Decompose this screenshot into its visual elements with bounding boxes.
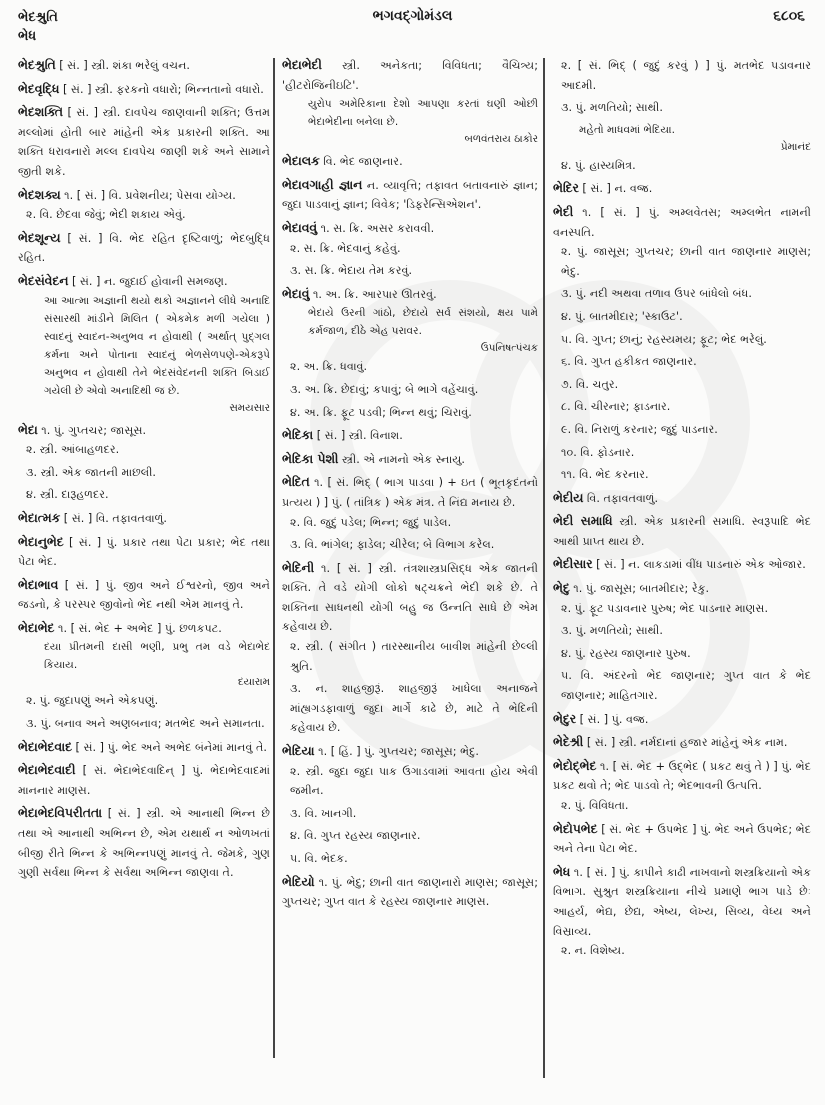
dictionary-entry xyxy=(553,820,811,859)
definition: સ્ત્રી. એક પ્રકારની સમાધિ. સ્વરૂપાદિ ભેદ આથી પ્રાપ્ત થાય છે. xyxy=(553,515,812,548)
subsense: ૪. સ્ત્રી. દારૂહળદર. xyxy=(26,488,109,502)
subsense: ૨. વિ. જુદું પડેલ; ભિન્ન; જુદું પાડેલ. xyxy=(290,515,452,529)
headword: ભેદાનુભેદ xyxy=(18,534,64,549)
definition: [ સં. ભેદ + ઉપભેદ ] પું. ભેદ અને ઉપભેદ; ભેદ અને તેના પેટા ભેદ. xyxy=(553,822,812,856)
subsense: ૨. સ્ત્રી. જુદા જુદા પાક ઉગાડવામાં આવતા હોય એવી જમીન. xyxy=(290,764,538,798)
subsense: ૨. પું. ફૂટ પડાવનાર પુરુષ; ભેદ પાડનાર માણસ. xyxy=(561,601,769,615)
entry-main xyxy=(553,512,811,551)
definition: [ સં. ભેદાભેદવાદિન્ ] પું. ભેદાભેદવાદમાં માનનાર માણસ. xyxy=(18,764,270,797)
dictionary-entry xyxy=(282,742,538,869)
headword: ભેદી xyxy=(553,204,574,219)
page-number: ૬૮૦૬ xyxy=(773,8,805,24)
column-divider xyxy=(543,58,545,1078)
entry-main xyxy=(553,733,811,753)
definition: ૧. [ સં. ] પું. કાપીને કાઢી નાખવાનો શસ્ત્રક્રિયાનો એક વિભાગ. સુશ્રુત શસ્ત્રક્રિયાના નીચે પ્રમાણે ભાગ પાડે છેઃ આહર્ય, ભેદ્ય, છેદ્ય, એષ્ય, લેખ્ય, સિવ્ય, વેધ્ય અને વિસ્રાવ્ય. xyxy=(553,865,811,938)
headword: ભેદુ xyxy=(553,581,570,596)
entry-main xyxy=(18,103,270,181)
dictionary-entry xyxy=(18,619,270,734)
subsense: ૪. પું. હાસ્યમિત્ર. xyxy=(561,158,636,172)
headword: ભેદાભેદવિપરીતતા xyxy=(18,806,103,821)
dictionary-entry xyxy=(282,56,538,148)
definition: ૧. પું. ભેદુ; છાની વાત જાણનારો માણસ; જાસૂસ; ગુપ્તચર; ગુપ્ત વાત કે રહસ્ય જાણનાર માણસ. xyxy=(282,875,538,909)
column-1 xyxy=(18,56,270,887)
dictionary-entry xyxy=(282,285,538,422)
dictionary-entry xyxy=(18,56,270,76)
subsense: ૨. અ. ક્રિ. ધવાવું. xyxy=(290,360,368,374)
headword: ભેદાલક xyxy=(282,154,320,169)
entry-main xyxy=(18,186,270,206)
citation-source: સમયસાર xyxy=(229,401,270,414)
definition: [ સં. ] પું. પ્રકાર તથા પેટા પ્રકાર; ભેદ તથા પેટા ભેદ. xyxy=(18,535,270,569)
headword: ભેદા xyxy=(18,422,38,437)
citation-source: બળવંતરાય ઠાકોર xyxy=(464,133,538,146)
citation-quote: યુરોપ અમેરિકાના દેશો આપણા કરતાં ઘણી ઓછી ભેદાભેદીના બનેલા છે. xyxy=(308,98,538,129)
dictionary-entry xyxy=(18,186,270,225)
headword: ભેદિકા પેશી xyxy=(282,451,339,466)
definition: [ સં. ] પું. વજ્ર. xyxy=(579,712,649,726)
entry-main xyxy=(282,559,538,637)
definition: [ સં. ] ન. જુદાઈ હોવાની સમજણ. xyxy=(71,274,228,288)
definition: [ સં. ] પું. જીવ અને ઈશ્વરનો, જીવ અને જડનો, કે પરસ્પર જીવોનો ભેદ નથી એમ માનવું તે. xyxy=(18,578,270,612)
headword: ભેદોદ્ભેદ xyxy=(553,758,597,773)
definition: [ સં. ] સ્ત્રી. શંકા ભરેલું વચન. xyxy=(59,59,190,72)
headword: ભેદિયા xyxy=(282,744,315,759)
headword: ભેદાભેદ xyxy=(18,620,55,635)
entry-main xyxy=(18,619,270,639)
subsense: ૩. પું. નદી અથવા તળાવ ઉપર બાંધેલો બંધ. xyxy=(561,287,752,301)
headword: ભેદિકા xyxy=(282,428,314,443)
headword: ભેદાત્મક xyxy=(18,510,61,525)
entry-main xyxy=(282,450,538,470)
headword: ભેદી સમાધિ xyxy=(553,514,613,529)
subsense: ૭. વિ. ચતુર. xyxy=(561,377,619,391)
headword: ભેદેશ્રી xyxy=(553,735,584,750)
dictionary-entry xyxy=(282,176,538,215)
citation-quote: દયા પ્રીતમની દાસી ભણી, પ્રભુ તમ વડે ભેદાભેદ કિયાય. xyxy=(44,641,270,672)
dictionary-entry xyxy=(282,559,538,738)
dictionary-entry xyxy=(18,229,270,268)
subsense: ૩. અ. ક્રિ. છેદાવું; કપાવું; બે ભાગે વહેંચાવું. xyxy=(290,382,479,396)
definition: વિ. તફાવતવાળું. xyxy=(586,491,659,505)
subsense: ૨. ન. વિશેષ્ય. xyxy=(561,944,625,958)
entry-main xyxy=(553,757,811,796)
headword: ભેદાવું xyxy=(282,286,310,301)
subsense: ૧૧. વિ. ભેદ કરનાર. xyxy=(561,468,649,482)
definition: ૧. [ સં. ] પું. અમ્લવેતસ; અમ્લભેત નામની વનસ્પતિ. xyxy=(553,205,811,239)
guide-word-first: ભેદશ્રુતિ xyxy=(18,10,58,25)
dictionary-title: ભગવદ્ગોમંડલ xyxy=(372,8,453,24)
entry-main xyxy=(553,203,811,242)
entry-main xyxy=(282,473,538,512)
dictionary-entry xyxy=(18,509,270,529)
subsense: ૩. પું. મળતિયો; સાથી. xyxy=(561,624,663,638)
column-3 xyxy=(553,56,811,965)
subsense: ૩. ન. શાહજીરૂં. શાહજીરૂં ખાધેલા અનાજને માંહ્યગડફાવાળું જુદા માર્ગે કાઢે છે, માટે તે ભેદિની કહેવાય છે. xyxy=(290,682,538,735)
headword: ભેધ xyxy=(553,864,571,879)
headword: ભેદિત xyxy=(282,475,310,490)
entry-main xyxy=(18,761,270,800)
headword: ભેદસંવેદન xyxy=(18,273,69,288)
entry-main xyxy=(18,80,270,100)
definition: [ સં. ] ન. લાકડામાં વીંધ પાડનારું એક ઓજાર. xyxy=(596,558,806,572)
entry-main xyxy=(18,56,270,76)
entry-main xyxy=(553,863,811,941)
subsense: ૩. સ્ત્રી. એક જાતની માછલી. xyxy=(26,465,156,479)
dictionary-entry xyxy=(18,103,270,181)
dictionary-entry xyxy=(553,555,811,575)
entry-main xyxy=(18,804,270,882)
dictionary-entry xyxy=(282,873,538,912)
dictionary-entry xyxy=(18,421,270,505)
headword: ભેદશૂન્ય xyxy=(18,230,61,245)
entry-main xyxy=(18,533,270,572)
citation-source: દયારામ xyxy=(237,676,270,689)
entry-main xyxy=(553,710,811,730)
dictionary-entry xyxy=(18,533,270,572)
subsense: ૨. પું. જુદાપણું અને એકપણું. xyxy=(26,694,159,708)
definition: ૧. [ સં. ભિદ્ ( ભાગ પાડવા ) + ઇત ( ભૂતકૃદંતનો પ્રત્યય ) ] પું. ( તાંત્રિક ) એક મંત્ર. તે નિંદ્ય મનાય છે. xyxy=(282,476,539,509)
subsense: ૩. વિ. ભાંગેલ; ફાડેલ; ચીરેલ; બે વિભાગ કરેલ. xyxy=(290,538,495,552)
subsense: ૨. સ્ત્રી. આંબાહળદર. xyxy=(26,443,120,457)
definition: સ્ત્રી. અનેકતા; વિવિધતા; વૈચિત્ર્ય; 'હીટરોજિનીઇટિ'. xyxy=(282,59,538,92)
subsense: ૩. પું. બનાવ અને અણબનાવ; મતભેદ અને સમાનતા. xyxy=(26,717,265,731)
definition: ૧. પું. ગુપ્તચર; જાસૂસ. xyxy=(41,423,147,437)
subsense: ૧૦. વિ. ફોડનાર. xyxy=(561,445,635,459)
headword: ભેદીસાર xyxy=(553,557,593,572)
subsense: ૫. વિ. અંદરનો ભેદ જાણનાર; ગુપ્ત વાત કે ભેદ જાણનાર; માહિતગાર. xyxy=(561,669,811,703)
entry-main xyxy=(18,272,270,292)
headword: ભેદશક્તિ xyxy=(18,105,63,120)
definition: ૧. [ સં. ભેદ + અભેદ ] પું. છળકપટ. xyxy=(58,621,222,635)
headword: ભેદીય xyxy=(553,490,584,505)
dictionary-entry xyxy=(282,219,538,281)
definition: સ્ત્રી. એ નામનો એક સ્નાયુ. xyxy=(342,452,465,466)
entry-main xyxy=(18,421,270,441)
entry-main xyxy=(18,738,270,758)
dictionary-entry xyxy=(282,473,538,554)
headword: ભેદુર xyxy=(553,711,577,726)
entry-main xyxy=(282,152,538,172)
entry-main xyxy=(18,229,270,268)
dictionary-entry xyxy=(553,757,811,816)
citation-quote: મહેતો માધવમાં ભેદિયા. xyxy=(579,123,675,136)
citation-quote: આ આત્મા અજ્ઞાની થયો થકો અજ્ઞાનને લીધે અનાદિ સંસારથી માંડીને મિલિત ( એકમેક મળી ગયેલા ) સ્વાદનું સ્વાદન-અનુભવ ન હોવાથી ( અર્થાત્ પુદ્ગલ કર્મના અને પોતાના સ્વાદનું ભેળસેળપણે-એકરૂપે અનુભવ ન હોવાથી તેને ભેદસંવેદનની શક્તિ બિડાઈ ગયેલી છે એવો અનાદિથી જ છે. xyxy=(44,294,270,397)
headword: ભેદશ્રુતિ xyxy=(18,58,56,72)
citation-quote: ભેદાયે ઉરની ગાંઠો, છેદાયે સર્વ સંશયો, ક્ષય પામે કર્મજાળ, દીઠે એહ પરાવર. xyxy=(308,307,538,338)
definition: [ સં. ] સ્ત્રી. દાવપેચ જાણવાની શક્તિ; ઉત્તમ મલ્લોમાં હોતી બાર માંહેની એક પ્રકારની શક્તિ. આ શક્તિ ધરાવનારો મલ્લ દાવપેચ જાણી શકે અને સામાને જીતી શકે. xyxy=(18,106,270,178)
entry-main xyxy=(282,176,538,215)
dictionary-entry xyxy=(553,579,811,706)
subsense: ૨. [ સં. ભિદ્ ( જુદું કરવું ) ] પું. મતભેદ પડાવનાર આદમી. xyxy=(561,59,811,92)
headword: ભેદિની xyxy=(282,560,315,575)
dictionary-entry xyxy=(282,450,538,470)
entry-main xyxy=(18,509,270,529)
entry-main xyxy=(282,426,538,446)
dictionary-entry xyxy=(18,804,270,882)
headword: ભેદોપભેદ xyxy=(553,821,598,836)
definition: ૧. [ સં. ] સ્ત્રી. તંત્રશાસ્ત્રપ્રસિદ્ધ એક જાતની શક્તિ. તે વડે યોગી લોકો ષટ્ચક્રને ભેદી શકે છે. તે શક્તિના સાધનથી યોગી બહુ જ ઉન્નતિ સાધે છે એમ કહેવાય છે. xyxy=(282,561,538,634)
entry-main xyxy=(282,219,538,239)
entry-main xyxy=(553,179,811,199)
headword: ભેદવૃદ્ધિ xyxy=(18,81,60,96)
dictionary-entry xyxy=(18,80,270,100)
definition: [ સં. ] સ્ત્રી. ફરકનો વધારો; ભિન્નતાનો વધારો. xyxy=(62,82,264,96)
dictionary-entry xyxy=(18,738,270,758)
headword: ભેદાવગાહી જ્ઞાન xyxy=(282,177,363,192)
entry-main xyxy=(18,576,270,615)
dictionary-entry xyxy=(553,733,811,753)
entry-main xyxy=(282,873,538,912)
dictionary-entry xyxy=(553,179,811,199)
subsense: ૫. વિ. ભેદક. xyxy=(290,852,348,865)
dictionary-entry xyxy=(18,761,270,800)
page-header xyxy=(0,2,825,50)
entry-main xyxy=(282,742,538,762)
subsense: ૪. પું. બાતમીદાર; 'સ્કાઉટ'. xyxy=(561,309,683,323)
citation-source: ઉપનિષત્પંચક xyxy=(480,342,538,355)
dictionary-entry xyxy=(18,576,270,615)
dictionary-entry xyxy=(553,863,811,961)
definition: [ સં. ] સ્ત્રી. નર્મદાનાં હજાર માંહેનું એક નામ. xyxy=(586,736,788,750)
definition: [ સં. ] વિ. તફાવતવાળું. xyxy=(63,511,167,525)
definition: [ સં. ] ન. વજ્ર. xyxy=(582,182,653,196)
entry-main xyxy=(553,820,811,859)
definition: ૧. [ સં. ] વિ. પ્રવેશનીય; પેસવા યોગ્ય. xyxy=(64,188,236,202)
definition: ૧. સ. ક્રિ. અસર કરાવવી. xyxy=(320,221,435,235)
headword: ભેદશક્ય xyxy=(18,187,61,202)
entry-main xyxy=(282,56,538,95)
headword: ભેદિયો xyxy=(282,874,315,889)
headword: ભેદાભેદી xyxy=(282,58,322,72)
definition: ૧. અ. ક્રિ. આરપાર ઊતરવું. xyxy=(312,287,437,301)
definition: [ સં. ] સ્ત્રી. વિનાશ. xyxy=(316,429,403,443)
subsense: ૩. વિ. ખાનગી. xyxy=(290,806,357,820)
entry-main xyxy=(553,489,811,509)
subsense: ૪. પું. રહસ્ય જાણનાર પુરુષ. xyxy=(561,646,691,660)
dictionary-entry xyxy=(553,710,811,730)
subsense: ૫. વિ. ગુપ્ત; છાનું; રહસ્યમય; ફૂટ; ભેદ ભરેલું. xyxy=(561,332,767,346)
dictionary-entry xyxy=(553,489,811,509)
headword: ભેદાભેદવાદ xyxy=(18,739,72,754)
headword: ભેદાભેદવાદી xyxy=(18,763,76,778)
subsense: ૯. વિ. નિરાળું કરનાર; જુદું પાડનાર. xyxy=(561,422,718,436)
subsense: ૨. પું. વિવિધતા. xyxy=(561,799,629,812)
column-2 xyxy=(282,56,538,916)
subsense: ૪. વિ. ગુપ્ત રહસ્ય જાણનાર. xyxy=(290,829,421,843)
subsense: ૨. સ. ક્રિ. ભેદવાનું કહેવું. xyxy=(290,241,401,255)
column-divider xyxy=(273,58,275,1058)
dictionary-entry xyxy=(553,56,811,175)
guide-word-last: ભેધ xyxy=(18,29,37,44)
subsense: ૨. પું. જાસૂસ; ગુપ્તચર; છાની વાત જાણનાર માણસ; ભેદુ. xyxy=(561,245,811,278)
definition: [ સં. ] સ્ત્રી. એ આનાથી ભિન્ન છે તથા એ આનાથી અભિન્ન છે, એમ યથાર્થ ન ઓળખતાં બીજી રીતે ભિન્ન કે અભિન્નપણું માનવું તે. જેમકે, ગુણ ગુણી સર્વથા ભિન્ન કે સર્વથા અભિન્ન જાણવા તે. xyxy=(18,807,270,880)
headword: ભેદાવવું xyxy=(282,220,318,235)
subsense: ૮. વિ. ચીરનાર; ફાડનાર. xyxy=(561,400,671,414)
entry-main xyxy=(282,285,538,305)
subsense: ૪. અ. ક્રિ. ફૂટ પડવી; ભિન્ન થવું; ચિરાવું. xyxy=(290,405,472,419)
headword: ભેદિર xyxy=(553,181,579,196)
subsense: ૩. પું. મળતિયો; સાથી. xyxy=(561,101,663,115)
dictionary-entry xyxy=(18,272,270,417)
subsense: ૬. વિ. ગુપ્ત હકીકત જાણનાર. xyxy=(561,355,697,369)
entry-main xyxy=(553,579,811,599)
definition: ન. વ્યાવૃત્તિ; તફાવત બતાવનારું જ્ઞાન; જુદા પાડવાનું જ્ઞાન; વિવેક; 'ડિફરેન્સિએશન'. xyxy=(282,178,539,212)
definition: ૧. પું. જાસૂસ; બાતમીદાર; રેકુ. xyxy=(573,582,710,596)
definition: [ સં. ] વિ. ભેદ રહિત દૃષ્ટિવાળું; ભેદબુદ્ધિ રહિત. xyxy=(18,231,271,265)
headword: ભેદાભાવ xyxy=(18,577,59,592)
dictionary-entry xyxy=(282,426,538,446)
subsense: ૨. સ્ત્રી. ( સંગીત ) તારસ્થાનીય બાવીશ માંહેની છેલ્લી શ્રુતિ. xyxy=(290,640,538,673)
subsense: ૨. વિ. છેદવા જેવું; ભેદી શકાય એવું. xyxy=(26,208,186,222)
definition: વિ. ભેદ જાણનાર. xyxy=(323,155,403,169)
citation-source: પ્રેમાનંદ xyxy=(780,140,811,153)
dictionary-entry xyxy=(282,152,538,172)
dictionary-entry xyxy=(553,512,811,551)
definition: ૧. [ હિં. ] પું. ગુપ્તચર; જાસૂસ; ભેદુ. xyxy=(318,745,479,759)
definition: [ સં. ] પું. ભેદ અને અભેદ બંનેમાં માનવું તે. xyxy=(75,740,267,754)
dictionary-entry xyxy=(553,203,811,485)
entry-main xyxy=(553,555,811,575)
definition: ૧. [ સં. ભેદ + ઉદ્ભેદ ( પ્રકટ થવું તે ) ] પું. ભેદ પ્રકટ થવો તે; ભેદ પાડવો તે; ભેદભાવની ઉત્પત્તિ. xyxy=(553,759,812,793)
subsense: ૩. સ. ક્રિ. ભેદાય તેમ કરવું. xyxy=(290,264,413,278)
